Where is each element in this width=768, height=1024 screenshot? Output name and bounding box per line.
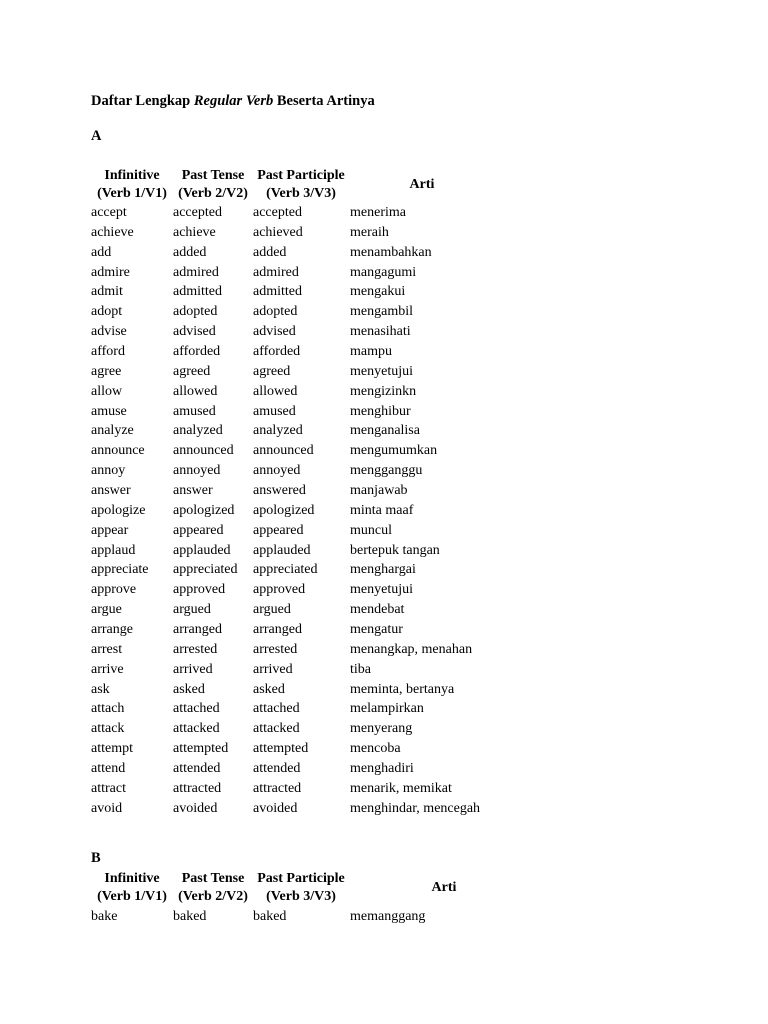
past-participle-cell: admired [253, 264, 299, 280]
table-row [91, 203, 531, 223]
table-row [91, 441, 531, 461]
past-participle-cell: arranged [253, 622, 302, 638]
past-participle-cell: accepted [253, 205, 302, 220]
table-row [91, 521, 531, 541]
past-participle-cell: admitted [253, 284, 302, 300]
past-tense-cell: analyzed [173, 423, 223, 439]
infinitive-cell: advise [91, 324, 127, 340]
past-participle-cell: attempted [253, 741, 309, 757]
header-past-participle: Past Participle (Verb 3/V3) [257, 168, 345, 201]
past-participle-cell: advised [253, 324, 296, 340]
section-letter-b: B [91, 850, 101, 866]
past-participle-cell: allowed [253, 383, 298, 399]
arti-cell: menganalisa [350, 423, 420, 439]
table-row [91, 461, 531, 481]
infinitive-cell: attempt [91, 741, 133, 757]
past-tense-cell: adopted [173, 304, 218, 320]
table-header-b [91, 870, 511, 906]
header-past-tense: Past Tense (Verb 2/V2) [178, 871, 248, 904]
infinitive-cell: bake [91, 909, 118, 924]
past-tense-cell: attracted [173, 780, 222, 796]
past-participle-cell: avoided [253, 800, 298, 816]
past-participle-cell: agreed [253, 363, 291, 379]
infinitive-cell: afford [91, 344, 125, 360]
infinitive-cell: accept [91, 205, 127, 220]
header-past-tense: Past Tense (Verb 2/V2) [178, 168, 248, 201]
arti-cell: menyerang [350, 721, 413, 737]
past-tense-cell: approved [173, 582, 226, 598]
arti-cell: menambahkan [350, 244, 432, 260]
document-title [91, 93, 375, 110]
past-participle-cell: afforded [253, 344, 301, 360]
table-body-a [91, 203, 531, 819]
arti-cell: meminta, bertanya [350, 681, 455, 697]
table-row [91, 282, 531, 302]
past-participle-cell: answered [253, 483, 306, 499]
arti-cell: tiba [350, 661, 371, 677]
past-tense-cell: asked [173, 681, 205, 697]
infinitive-cell: attend [91, 761, 126, 777]
arti-cell: melampirkan [350, 701, 424, 717]
arti-cell: mengatur [350, 622, 403, 638]
past-tense-cell: arranged [173, 622, 222, 638]
past-tense-cell: applauded [173, 542, 231, 558]
past-tense-cell: argued [173, 602, 211, 618]
table-row [91, 759, 531, 779]
past-tense-cell: advised [173, 324, 216, 340]
arti-cell: mengizinkn [350, 383, 417, 399]
infinitive-cell: applaud [91, 542, 136, 558]
table-row [91, 699, 531, 719]
table-row [91, 739, 531, 759]
infinitive-cell: avoid [91, 800, 123, 816]
past-tense-cell: agreed [173, 363, 211, 379]
title-italic: Regular Verb [193, 93, 274, 109]
past-tense-cell: attacked [173, 721, 220, 737]
table-body-b [91, 907, 531, 927]
past-tense-cell: avoided [173, 800, 218, 816]
table-row [91, 560, 531, 580]
table-row [91, 719, 531, 739]
past-tense-cell: appreciated [173, 562, 238, 578]
arti-cell: meraih [350, 224, 389, 240]
past-participle-cell: analyzed [253, 423, 303, 439]
past-participle-cell: attracted [253, 780, 302, 796]
arti-cell: menyetujui [350, 363, 413, 379]
arti-cell: menghadiri [350, 761, 414, 777]
infinitive-cell: appreciate [91, 562, 149, 578]
past-tense-cell: baked [173, 909, 207, 924]
infinitive-cell: appear [91, 522, 129, 538]
arti-cell: menghargai [350, 562, 416, 578]
infinitive-cell: analyze [91, 423, 134, 439]
table-row [91, 263, 531, 283]
past-tense-cell: achieve [173, 224, 216, 240]
arti-cell: mengumumkan [350, 443, 438, 459]
table-row [91, 223, 531, 243]
infinitive-cell: admire [91, 264, 130, 280]
past-participle-cell: annoyed [253, 463, 301, 479]
table-row [91, 421, 531, 441]
table-row [91, 541, 531, 561]
table-row [91, 680, 531, 700]
infinitive-cell: announce [91, 443, 145, 459]
past-participle-cell: attacked [253, 721, 300, 737]
table-row [91, 779, 531, 799]
past-tense-cell: annoyed [173, 463, 221, 479]
past-participle-cell: appreciated [253, 562, 318, 578]
table-row [91, 620, 531, 640]
infinitive-cell: answer [91, 483, 131, 499]
arti-cell: mampu [350, 344, 392, 360]
arti-cell: bertepuk tangan [350, 542, 440, 558]
arti-cell: menarik, memikat [350, 780, 452, 796]
title-prefix: Daftar Lengkap [91, 93, 194, 109]
infinitive-cell: add [91, 244, 112, 260]
arti-cell: menasihati [350, 324, 411, 340]
past-participle-cell: apologized [253, 502, 315, 518]
past-tense-cell: admired [173, 264, 219, 280]
past-participle-cell: arrived [253, 661, 293, 677]
arti-cell: manjawab [350, 483, 408, 499]
arti-cell: menghindar, mencegah [350, 800, 481, 816]
table-row [91, 322, 531, 342]
arti-cell: mengakui [350, 284, 406, 300]
table-row [91, 362, 531, 382]
table-row [91, 660, 531, 680]
past-tense-cell: added [173, 244, 207, 260]
infinitive-cell: ask [91, 681, 110, 697]
past-participle-cell: arrested [253, 641, 298, 657]
header-arti: Arti [431, 880, 457, 895]
infinitive-cell: attract [91, 780, 126, 796]
section-letter-a: A [91, 128, 102, 144]
infinitive-cell: attach [91, 701, 125, 717]
past-participle-cell: attended [253, 761, 301, 777]
header-infinitive: Infinitive (Verb 1/V1) [97, 871, 167, 904]
arti-cell: mengganggu [350, 463, 423, 479]
arti-cell: mencoba [350, 741, 401, 757]
arti-cell: menghibur [350, 403, 411, 419]
arti-cell: memanggang [350, 909, 426, 924]
past-participle-cell: appeared [253, 522, 304, 538]
past-participle-cell: attached [253, 701, 300, 717]
arti-cell: menyetujui [350, 582, 413, 598]
infinitive-cell: adopt [91, 304, 123, 320]
infinitive-cell: arrange [91, 622, 133, 638]
past-tense-cell: admitted [173, 284, 222, 300]
arti-cell: muncul [350, 522, 392, 538]
table-row [91, 243, 531, 263]
table-row [91, 907, 531, 927]
past-participle-cell: achieved [253, 224, 303, 240]
arti-cell: menangkap, menahan [350, 641, 473, 657]
table-row [91, 600, 531, 620]
past-tense-cell: attempted [173, 741, 229, 757]
past-tense-cell: afforded [173, 344, 221, 360]
past-participle-cell: baked [253, 909, 287, 924]
table-row [91, 481, 531, 501]
past-tense-cell: apologized [173, 502, 235, 518]
arti-cell: mengambil [350, 304, 413, 320]
past-participle-cell: announced [253, 443, 314, 459]
infinitive-cell: argue [91, 602, 122, 618]
past-participle-cell: asked [253, 681, 285, 697]
past-tense-cell: amused [173, 403, 216, 419]
infinitive-cell: allow [91, 383, 123, 399]
infinitive-cell: arrive [91, 661, 124, 677]
table-row [91, 580, 531, 600]
past-tense-cell: attached [173, 701, 220, 717]
past-tense-cell: attended [173, 761, 221, 777]
past-tense-cell: arrested [173, 641, 218, 657]
past-participle-cell: applauded [253, 542, 311, 558]
past-tense-cell: announced [173, 443, 234, 459]
table-row [91, 302, 531, 322]
past-tense-cell: allowed [173, 383, 218, 399]
past-tense-cell: accepted [173, 205, 222, 220]
table-row [91, 382, 531, 402]
arti-cell: menerima [350, 205, 406, 220]
table-row [91, 342, 531, 362]
arti-cell: mangagumi [350, 264, 417, 280]
infinitive-cell: agree [91, 363, 122, 379]
infinitive-cell: annoy [91, 463, 126, 479]
infinitive-cell: amuse [91, 403, 127, 419]
past-participle-cell: added [253, 244, 287, 260]
table-row [91, 640, 531, 660]
infinitive-cell: achieve [91, 224, 134, 240]
arti-cell: mendebat [350, 602, 405, 618]
header-arti: Arti [409, 177, 435, 192]
past-participle-cell: approved [253, 582, 306, 598]
arti-cell: minta maaf [350, 502, 414, 518]
past-tense-cell: appeared [173, 522, 224, 538]
table-header-a [91, 167, 511, 203]
past-tense-cell: arrived [173, 661, 213, 677]
past-participle-cell: amused [253, 403, 296, 419]
past-participle-cell: adopted [253, 304, 298, 320]
past-participle-cell: argued [253, 602, 291, 618]
table-row [91, 402, 531, 422]
infinitive-cell: arrest [91, 641, 123, 657]
infinitive-cell: approve [91, 582, 137, 598]
table-row [91, 799, 531, 819]
infinitive-cell: apologize [91, 502, 146, 518]
infinitive-cell: admit [91, 284, 123, 300]
infinitive-cell: attack [91, 721, 125, 737]
title-suffix: Beserta Artinya [273, 93, 375, 109]
past-tense-cell: answer [173, 483, 213, 499]
table-row [91, 501, 531, 521]
header-infinitive: Infinitive (Verb 1/V1) [97, 168, 167, 201]
header-past-participle: Past Participle (Verb 3/V3) [257, 871, 345, 904]
